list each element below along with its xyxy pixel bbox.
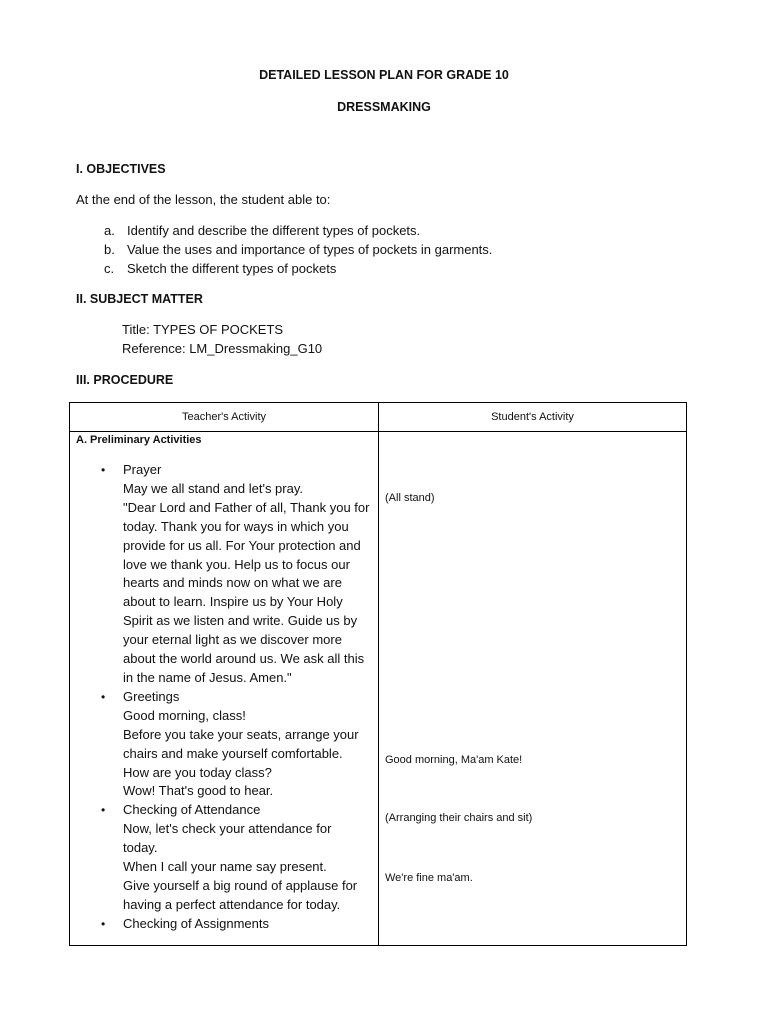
document-title: DETAILED LESSON PLAN FOR GRADE 10 xyxy=(259,68,509,82)
objective-letter: c. xyxy=(104,261,115,276)
objectives-heading: I. OBJECTIVES xyxy=(76,162,166,176)
bullet-icon: • xyxy=(101,689,106,704)
activity-line xyxy=(123,650,375,669)
activity-line-text: in the name of Jesus. Amen." xyxy=(123,669,292,685)
activity-line-text: Good morning, class! xyxy=(123,707,246,723)
activity-line xyxy=(123,537,375,556)
activity-line-text: provide for us all. For Your protection and xyxy=(123,537,361,553)
activity-line-text: having a perfect attendance for today. xyxy=(123,896,341,912)
activity-line-text: Checking of Assignments xyxy=(123,915,269,931)
objective-item xyxy=(104,261,336,276)
objectives-intro: At the end of the lesson, the student able to: xyxy=(76,192,331,207)
activity-line xyxy=(123,669,375,688)
objective-letter: a. xyxy=(104,223,115,238)
activity-line-text: May we all stand and let's pray. xyxy=(123,480,303,496)
activity-line-text: chairs and make yourself comfortable. xyxy=(123,745,343,761)
activity-line xyxy=(123,556,375,575)
activity-line xyxy=(123,726,375,745)
activity-line xyxy=(123,518,375,537)
activity-line-text: Prayer xyxy=(123,462,162,477)
activity-line-text: Now, let's check your attendance for xyxy=(123,821,332,837)
objective-text: Sketch the different types of pockets xyxy=(127,261,337,276)
activity-line-text: about to learn. Inspire us by Your Holy xyxy=(123,594,343,610)
activity-line xyxy=(123,745,375,764)
activity-line xyxy=(123,782,375,801)
objective-text: Value the uses and importance of types of pockets in garments. xyxy=(127,242,493,257)
objective-item xyxy=(104,223,420,238)
activity-line-text: Wow! That's good to hear. xyxy=(123,783,274,799)
activity-line-text: today. Thank you for ways in which you xyxy=(123,518,349,534)
activity-bullet-item xyxy=(101,461,375,480)
activity-bullet-item xyxy=(101,801,375,820)
subject-matter-heading: II. SUBJECT MATTER xyxy=(76,292,203,306)
activity-line-text: hearts and minds now on what we are xyxy=(123,575,342,591)
activity-line-text: about the world around us. We ask all this xyxy=(123,651,365,667)
teacher-activity-header: Teacher's Activity xyxy=(181,411,267,423)
activity-line-text: love we thank you. Help us to focus our xyxy=(123,556,350,572)
section-label: A. Preliminary Activities xyxy=(76,434,202,446)
activity-line xyxy=(123,480,375,499)
bullet-icon: • xyxy=(101,916,106,931)
activity-line-text: Give yourself a big round of applause for xyxy=(123,877,358,893)
activity-bullet-item xyxy=(101,915,375,934)
table-header-divider xyxy=(70,431,686,432)
student-response: (Arranging their chairs and sit) xyxy=(385,812,533,824)
activity-line xyxy=(123,612,375,631)
activity-line xyxy=(123,631,375,650)
table-column-divider xyxy=(378,403,379,945)
activity-line-text: "Dear Lord and Father of all, Thank you for xyxy=(123,499,370,515)
activity-line xyxy=(123,820,375,839)
activity-line-text: today. xyxy=(123,840,158,856)
activity-line-text: Greetings xyxy=(123,688,180,704)
objective-letter: b. xyxy=(104,242,115,257)
student-response: Good morning, Ma'am Kate! xyxy=(385,754,523,766)
activity-line xyxy=(123,896,375,915)
activity-line-text: Before you take your seats, arrange your xyxy=(123,726,359,742)
activity-line-text: your eternal light as we discover more xyxy=(123,632,342,648)
objective-text: Identify and describe the different types of pockets. xyxy=(127,223,421,238)
activity-line-text: Checking of Attendance xyxy=(123,802,261,818)
activity-line-text: How are you today class? xyxy=(123,764,272,780)
activity-line xyxy=(123,593,375,612)
bullet-icon: • xyxy=(101,803,106,818)
teacher-activity-text xyxy=(101,461,375,934)
activity-bullet-item xyxy=(101,688,375,707)
activity-line-text: When I call your name say present. xyxy=(123,859,327,875)
activity-line xyxy=(123,707,375,726)
activity-line xyxy=(123,877,375,896)
activity-line xyxy=(123,764,375,783)
procedure-heading: III. PROCEDURE xyxy=(76,373,174,387)
activity-line xyxy=(123,499,375,518)
activity-line xyxy=(123,839,375,858)
student-response: (All stand) xyxy=(385,492,435,504)
activity-line-text: Spirit as we listen and write. Guide us by xyxy=(123,613,358,629)
document-subject: DRESSMAKING xyxy=(337,100,431,114)
objective-item xyxy=(104,242,492,257)
procedure-table xyxy=(69,402,687,946)
student-response: We're fine ma'am. xyxy=(385,872,473,884)
activity-line xyxy=(123,574,375,593)
student-activity-header: Student's Activity xyxy=(491,411,574,423)
subject-title-line: Title: TYPES OF POCKETS xyxy=(122,322,284,337)
subject-reference-line: Reference: LM_Dressmaking_G10 xyxy=(122,341,323,356)
bullet-icon: • xyxy=(101,463,106,477)
activity-line xyxy=(123,858,375,877)
